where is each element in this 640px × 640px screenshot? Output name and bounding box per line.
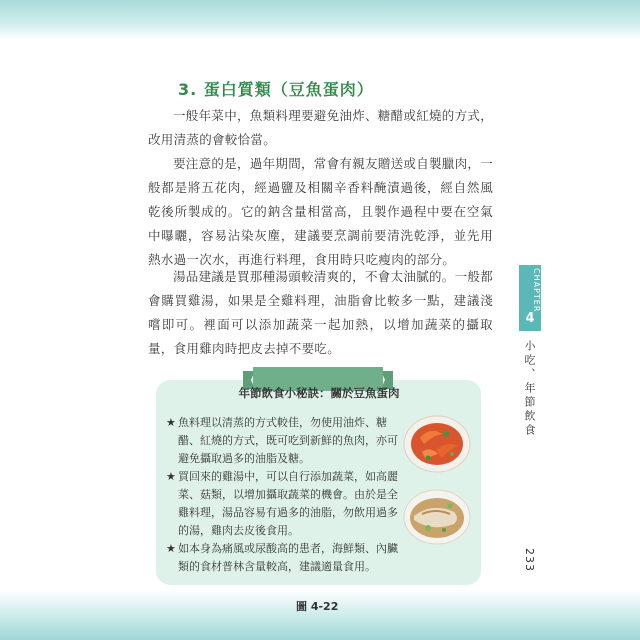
paragraph-fish: 一般年菜中，魚類料理要避免油炸、糖醋或紅燒的方式，改用清蒸的會較恰當。 [148, 108, 494, 147]
figure-caption: 圖 4-22 [296, 600, 339, 613]
paragraph-cured-meat: 要注意的是，過年期間，常會有親友贈送或自製臘肉，一般都是將五花肉，經過鹽及相關辛香料醃漬過後，經自然風乾後所製成的。它的鈉含量相當高，且製作過程中要在空氣中曝曬，容易沾染灰塵，建議要烹調前要清洗乾淨，並先用熱水過一次水，再進行料理，食用時只吃瘦肉的部分。 [148, 156, 494, 267]
list-item [166, 414, 406, 468]
tip-text: 如本身為痛風或尿酸高的患者，海鮮類、內臟類的食材普林含量較高，建議適量食用。 [178, 542, 398, 573]
list-item [166, 468, 406, 540]
chapter-title: 小吃、年節飲食 [523, 340, 536, 438]
tip-text: 買回來的雞湯中，可以自行添加蔬菜，如高麗菜、菇類，以增加攝取蔬菜的機會。由於是全雞料理，湯品容易有過多的油脂，勿飲用過多的湯，雞肉去皮後食用。 [178, 470, 398, 537]
shrimp-dish-photo [402, 412, 472, 474]
list-item [166, 540, 406, 576]
paragraph-soup: 湯品建議是買那種湯頭較清爽的，不會太油膩的。一般都會購買雞湯，如果是全雞料理，油脂會比較多一點，建議淺嚐即可。裡面可以添加蔬菜一起加熱，以增加蔬菜的攝取量，食用雞肉時把皮去掉不要吃。 [148, 269, 494, 356]
top-watercolor-band [0, 0, 640, 40]
tip-text: 魚料理以清蒸的方式較佳，勿使用油炸、糖醋、紅燒的方式，既可吃到新鮮的魚肉，亦可避免攝取過多的油脂及糖。 [178, 416, 398, 465]
chapter-label: CHAPTER [532, 268, 541, 313]
page-number: 233 [523, 548, 536, 572]
tip-box-title: 年節飲食小秘訣：關於豆魚蛋肉 [238, 386, 400, 400]
star-bullet-icon: ★ [166, 470, 176, 483]
star-bullet-icon: ★ [166, 542, 176, 555]
section-heading: 3. 蛋白質類（豆魚蛋肉） [178, 80, 374, 99]
chapter-number: 4 [525, 311, 535, 326]
star-bullet-icon: ★ [166, 416, 176, 429]
fish-dish-photo [402, 484, 472, 546]
tip-list [166, 414, 406, 576]
